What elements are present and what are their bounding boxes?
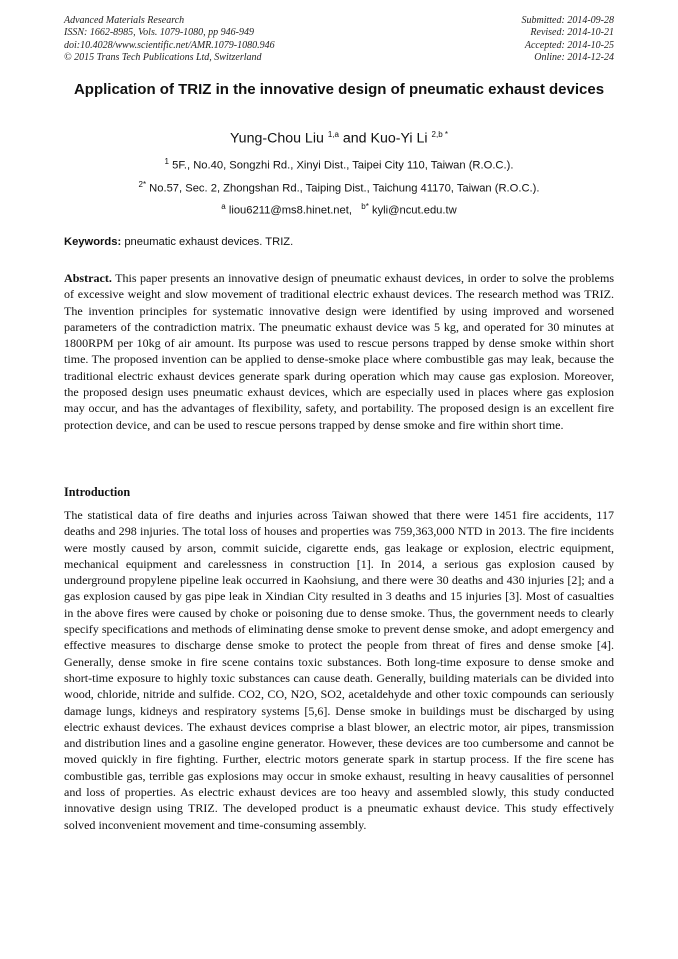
email-a[interactable]: liou6211@ms8.hinet.net,	[228, 204, 352, 217]
abstract-label: Abstract.	[64, 271, 112, 285]
affiliation-2-mark: 2*	[138, 180, 147, 189]
abstract-text: This paper presents an innovative design of pneumatic exhaust devices, in order to solve the problems of excessive weight and slow movement of traditional electric exhaust devices. The research method was TRIZ. The invention principles for systematic innovative design were identified by using improved and worsened parameters of the contradiction matrix. The pneumatic exhaust device was 5 kg, and operated for 30 minutes at 1800RPM per 10kg of air amount. Its purpose was used to rescue persons trapped by dense smoke within short time. The proposed invention can be applied to dense-smoke place where combustible gas may leak, because the traditional electric exhaust devices generate spark during operation which may cause gas explosion. Moreover, the proposed design uses pneumatic exhaust devices, which are especially used in places where gas explosion may occur, and has the advantages of flexibility, safety, and portability. The proposed design is an excellent fire protection device, and can be used to rescue persons trapped by dense smoke and fire within short time.	[64, 271, 615, 432]
publication-dates	[522, 15, 615, 65]
paper-title: Application of TRIZ in the innovative design of pneumatic exhaust devices	[73, 81, 605, 98]
author-1: Yung-Chou Liu	[230, 130, 324, 147]
introduction-text: The statistical data of fire deaths and injuries across Taiwan showed that there were 1451 fire accidents, 117 deaths and 298 injuries. The total loss of houses and properties was 759,363,000 NTD in 2013. The fire incidents were mostly caused by arson, commit suicide, cigarette ends, gas leakage or explosion, electric equipment, mechanical equipment and carelessness in construction [1]. In 2014, a serious gas explosion caused by underground propylene pipeline leak occurred in Kaohsiung, and there were 30 deaths and 430 injuries [2]; and a gas explosion caused by gas pipe leak in Xindian City resulted in 3 deaths and 15 injuries [3]. Most of casualties in the above fires were caused by choke or poisoning due to dense smoke. Thus, the government needs to clearly specify specifications and methods of eliminating dense smoke to prevent dense smoke, and adopt emergency and effective measures to discharge dense smoke to protect the people from threat of fires and dense smoke [4]. Generally, dense smoke in fire scene contains toxic substances. Both long-time exposure to dense smoke and short-time exposure to highly toxic substances can cause death. Generally, building materials can be divided into wood, chloride, nitride and sulfide. CO2, CO, N2O, SO2, acetaldehyde and other toxic compounds can seriously damage lungs, kidneys and respiratory systems [5,6]. Dense smoke in buildings must be discharged by using electric exhaust devices. The exhaust devices comprise a blast blower, an electric motor, air pipes, transmission and distribution lines and a gasoline engine generator. However, these devices are too cumbersome and cannot be moved quickly in fire fighting. Further, electric motors generate spark in startup process. If the fire scene has combustible gas, terrible gas explosions may occur in smoke exhaust, resulting in heavy causalities of personnel and loss of properties. As electric exhaust devices are too heavy and assembled slowly, this study conducted innovative design using TRIZ. The developed product is a pneumatic exhaust device. This study effectively solved inconvenient movement and time-consuming assembly.	[64, 508, 614, 832]
affiliation-2-text: No.57, Sec. 2, Zhongshan Rd., Taiping Dist., Taichung 41170, Taiwan (R.O.C.).	[149, 182, 540, 195]
date-revised: Revised: 2014-10-21	[530, 27, 614, 39]
journal-doi: doi:10.4028/www.scientific.net/AMR.1079-1080.946	[64, 39, 275, 51]
keywords-label: Keywords:	[64, 236, 122, 248]
journal-issn: ISSN: 1662-8985, Vols. 1079-1080, pp 946-949	[64, 27, 254, 39]
journal-header	[64, 15, 614, 65]
journal-copyright: © 2015 Trans Tech Publications Ltd, Switzerland	[64, 52, 262, 64]
journal-name: Advanced Materials Research	[64, 15, 185, 26]
author-2-affiliation-mark: 2,b *	[431, 130, 448, 139]
affiliation-1	[64, 157, 614, 172]
author-and: and	[342, 130, 367, 147]
author-1-affiliation-mark: 1,a	[327, 130, 339, 139]
affiliation-1-text: 5F., No.40, Songzhi Rd., Xinyi Dist., Taipei City 110, Taiwan (R.O.C.).	[172, 159, 514, 172]
abstract	[64, 270, 614, 433]
email-a-mark: a	[221, 202, 226, 211]
keywords-text: pneumatic exhaust devices. TRIZ.	[124, 236, 294, 248]
author-2: Kuo-Yi Li	[370, 130, 428, 147]
author-emails	[64, 202, 614, 217]
email-b-mark: b*	[361, 202, 369, 211]
date-online: Online: 2014-12-24	[534, 52, 614, 64]
journal-info	[64, 15, 275, 65]
affiliation-1-mark: 1	[164, 157, 169, 166]
affiliation-2	[64, 180, 614, 195]
date-accepted: Accepted: 2014-10-25	[524, 39, 614, 51]
date-submitted: Submitted: 2014-09-28	[521, 15, 614, 26]
keywords	[64, 236, 614, 248]
author-line	[64, 130, 614, 147]
email-b[interactable]: kyli@ncut.edu.tw	[371, 204, 457, 217]
introduction-heading: Introduction	[64, 485, 131, 499]
